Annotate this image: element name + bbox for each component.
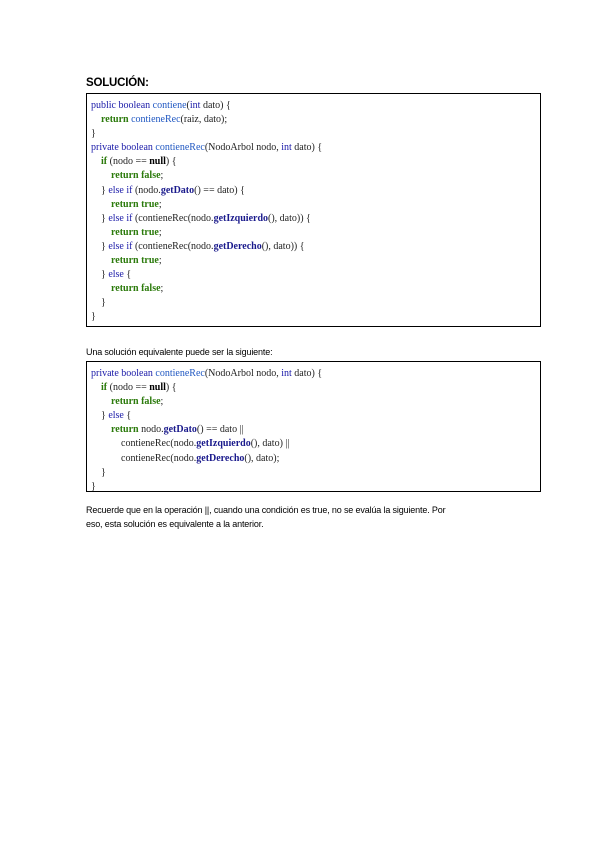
code-token: (nodo == [107,156,150,168]
code-token: int [281,368,292,379]
code-token: } [91,480,96,492]
code-token: (NodoArbol nodo, [204,142,282,154]
code-token: null [149,382,166,394]
code-token: (), dato); [244,452,280,464]
code-token: ; [158,198,162,210]
code-token: else if [108,184,133,196]
code-line [91,480,322,494]
code-line [91,169,322,183]
code-token [91,382,101,393]
code-line [91,437,322,451]
code-token: else [108,269,124,281]
code-block-solution [86,93,541,327]
code-token [91,255,111,266]
code-line [91,99,322,113]
code-line [91,409,322,423]
code-line [91,155,322,169]
code-line [91,184,322,198]
code-token: getDato [160,184,195,196]
code-token: boolean [121,368,156,379]
code-token: boolean [118,100,153,111]
code-token: return [101,114,132,126]
code-line [91,141,322,155]
code-token: ; [160,396,164,408]
code-token: } [91,128,96,140]
code-token: } [91,269,109,281]
code-token: } [91,297,106,309]
note-line-1: Recuerde que en la operación ||, cuando una condición es true, no se evalúa la siguiente. Por [86,505,446,515]
code-token: (nodo == [107,382,150,394]
code-line [91,466,322,480]
code-token [91,283,111,294]
note-line-2: eso, esta solución es equivalente a la anterior. [86,519,264,529]
code-line [91,381,322,395]
code-token: else [108,410,124,422]
code-token: int [189,100,201,111]
code-token: contieneRec [155,142,205,154]
code-token: if [101,382,108,394]
code-token: } [91,410,109,422]
code-token: (nodo. [132,184,161,196]
code-token: else if [108,212,133,224]
code-token: ( [186,100,190,111]
code-token: getDato [163,424,197,436]
code-line [91,367,322,381]
code-token [91,156,101,167]
code-token: } [91,311,96,323]
code-block-equivalent [86,361,541,492]
code-token: } [91,212,109,224]
code-token: dato) { [291,368,323,379]
code-token: return [111,424,139,436]
code-line [91,282,322,296]
code-token: contieneRec [155,368,205,379]
code-token: return true [111,255,159,267]
code-token: contieneRec [131,114,181,126]
code-token: ; [160,170,164,182]
code-content [91,367,322,494]
code-token: null [149,156,166,168]
code-token: dato) { [200,100,231,111]
code-token [91,424,111,435]
code-token: int [281,142,292,154]
code-line [91,254,322,268]
code-token: (NodoArbol nodo, [204,368,282,379]
code-token: return true [111,226,159,238]
code-token: getDerecho [213,240,262,252]
code-token: private [91,368,122,379]
code-token [91,396,111,407]
code-token: (), dato) || [250,438,290,450]
code-token: () == dato || [196,424,244,436]
code-token: return false [111,170,161,182]
code-token [91,227,111,238]
explanation-note [86,503,526,531]
code-token: } [91,240,109,252]
code-token: if [101,156,108,168]
code-token [91,199,111,210]
code-content [91,99,322,325]
code-token: else if [108,240,133,252]
code-token: } [91,184,109,196]
code-token: return false [111,396,161,408]
code-token: ) { [165,156,177,168]
code-line [91,310,322,324]
code-token: (contieneRec(nodo. [132,212,214,224]
code-token: return false [111,283,161,295]
code-token: contieneRec(nodo. [91,452,197,464]
solution-heading: SOLUCIÓN: [86,77,149,89]
code-token: boolean [121,142,156,154]
code-token: public [91,100,119,111]
code-token: (contieneRec(nodo. [132,240,214,252]
code-line [91,395,322,409]
code-line [91,296,322,310]
code-token: (), dato)) { [261,240,305,252]
code-token: ; [158,226,162,238]
code-token: contieneRec(nodo. [91,438,197,450]
code-token: } [91,466,106,478]
code-line [91,240,322,254]
code-token: private [91,142,122,154]
code-token: () == dato) { [194,184,245,196]
code-token: return true [111,198,159,210]
code-token: dato) { [291,142,323,154]
code-line [91,212,322,226]
code-line [91,127,322,141]
code-token: getIzquierdo [196,438,251,450]
code-line [91,268,322,282]
code-token: { [123,410,132,422]
code-token: contiene [152,100,187,111]
code-token [91,170,111,181]
code-token: ; [158,255,162,267]
code-token: getIzquierdo [213,212,269,224]
code-line [91,452,322,466]
code-line [91,198,322,212]
code-line [91,113,322,127]
code-token: (raiz, dato); [180,114,228,126]
code-token: nodo. [138,424,164,436]
code-line [91,226,322,240]
code-token: getDerecho [196,452,245,464]
code-token: ; [160,283,164,295]
code-token: (), dato)) { [268,212,311,224]
code-token: { [123,269,132,281]
code-token: ) { [165,382,177,394]
equivalent-solution-intro: Una solución equivalente puede ser la siguiente: [86,347,273,357]
code-token [91,114,101,125]
code-line [91,423,322,437]
